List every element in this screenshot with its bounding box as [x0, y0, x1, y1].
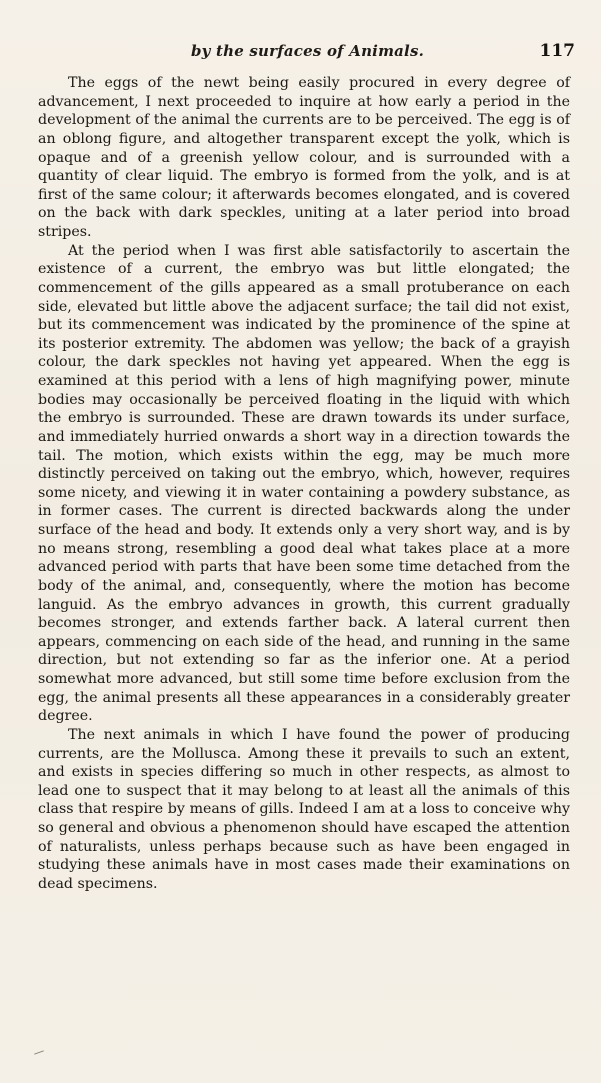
page-header: [40, 42, 575, 66]
paragraph-mollusca: The next animals in which I have found the power of producing currents, are the Mollusca. Among these it prevails to such an extent, and exists in species differing so much in other respects, as almost to lead one to suspect that it may belong to at least all the animals of this class that respire by means of gills. Indeed I am at a loss to conceive why so general and obvious a phenomenon should have escaped the attention of naturalists, unless perhaps because such as have been engaged in studying these animals have in most cases made their examinations on dead specimens.: [38, 726, 570, 892]
running-head: by the surfaces of Animals.: [190, 42, 425, 60]
page-number: 117: [539, 41, 575, 61]
paragraph-newt-eggs: The eggs of the newt being easily procured in every degree of advancement, I next proceeded to inquire at how early a period in the development of the animal the currents are to be perceived. The egg is of an oblong figure, and altogether transparent except the yolk, which is opaque and of a greenish yellow colour, and is surrounded with a quantity of clear liquid. The embryo is formed from the yolk, and is at first of the same colour; it afterwards becomes elongated, and is covered on the back with dark speckles, uniting at a later period into broad stripes.: [38, 75, 570, 240]
body-text: [38, 74, 570, 894]
printer-mark: [34, 1050, 44, 1054]
paragraph-embryo-current: At the period when I was first able satisfactorily to ascertain the existence of a current, the embryo was but little elongated; the commencement of the gills appeared as a small protuberance on each side, elevated but little above the adjacent surface; the tail did not exist, but its commencement was indicated by the prominence of the spine at its posterior extremity. The abdomen was yellow; the back of a grayish colour, the dark speckles not having yet appeared. When the egg is examined at this period with a lens of high magnifying power, minute bodies may occasionally be perceived floating in the liquid with which the embryo is surrounded. These are drawn towards its under surface, and immediately hurried onwards a short way in a direction towards the tail. The motion, which exists within the egg, may be much more distinctly perceived on taking out the embryo, which, however, requires some nicety, and viewing it in water containing a powdery substance, as in former cases. The current is directed backwards along the under surface of the head and body. It extends only a very short way, and is by no means strong, resembling a good deal what takes place at a more advanced period with parts that have been some time detached from the body of the animal, and, consequently, where the motion has become languid. As the embryo advances in growth, this current gradually becomes stronger, and extends farther back. A lateral current then appears, commencing on each side of the head, and running in the same direction, but not extending so far as the inferior one. At a period somewhat more advanced, but still some time before exclusion from the egg, the animal presents all these appearances in a considerably greater degree.: [38, 242, 570, 725]
